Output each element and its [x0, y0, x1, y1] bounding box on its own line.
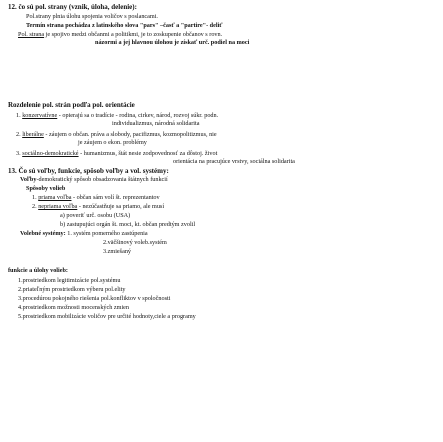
system-2: 2.väčšinový voleb.systém — [103, 239, 167, 246]
system-3: 3.zmiešaný — [103, 248, 132, 255]
function-item-4: 4.prostriedkom možnosti mocenských zmien — [18, 304, 130, 311]
volby-text: -demokratický spôsob obsadzovania štátnych funkcií — [36, 176, 168, 183]
item-1-text: - opierajú sa o tradície - rodina, cirkev, národ, rozvoj súkr. podn. — [57, 112, 219, 119]
functions-heading: funkcie a úlohy volieb: — [8, 267, 68, 274]
sposob-2a: a) poveriť urč. osobu (USA) — [60, 212, 131, 219]
system-1: 1. systém pomerného zastúpenia — [67, 230, 148, 237]
volby-term: Voľby — [20, 176, 37, 183]
sposoby-heading: Spôsoby volieb — [26, 185, 66, 192]
item-2-text: - záujem o občan. práva a slobody, pacifizmus, kozmopolitizmus, nie — [43, 131, 217, 138]
division-heading: Rozdelenie pol. strán podľa pol. orientácie — [8, 101, 135, 109]
item-1-term: konzervatívne — [22, 112, 58, 119]
division-item-2: 2. liberálne - záujem o občan. práva a slobody, pacifizmus, kozmopolitizmus, nie — [16, 131, 217, 138]
party-term: Pol. strana — [18, 31, 45, 38]
division-item-1-cont: individualizmus, národná solidarita — [112, 120, 200, 127]
function-item-5: 5.prostriedkom mobilizácie voličov pre určité hodnoty,ciele a programy — [18, 313, 196, 320]
item-3-text: - humanizmus, štát nesie zodpovednosť za dôstoj. život — [78, 150, 218, 157]
sposob-2: 2. nepriama voľba - nezúčastňuje sa priamo, ale musí — [32, 203, 165, 210]
section-12-line-2: Termín strana pochádza z latinského slova "pars" –časť a "partire"- deliť — [26, 22, 223, 29]
systems-heading: Volebné systémy: — [20, 230, 66, 237]
function-item-3: 3.procedúrou pokojného riešenia pol.konfliktov v spoločnosti — [18, 295, 171, 302]
division-item-3-cont: orientácia na pracujúce vrstvy, sociálna solidarita — [173, 158, 295, 165]
volby-definition — [20, 176, 168, 183]
volebne-systemy — [20, 230, 148, 237]
section-12-line-4: názormi a jej hlavnou úlohou je získať urč. podiel na moci — [95, 39, 250, 46]
sposob-1-text: - občan sám volí št. reprezentantov — [71, 194, 160, 201]
item-3-term: sociálno-demokratické — [22, 150, 79, 157]
sposob-2-term: nepriama voľba — [38, 203, 78, 210]
section-13-heading: 13. Čo sú voľby, funkcie, spôsob voľby a vol. systémy: — [8, 167, 169, 175]
sposob-1-term: priama voľba — [38, 194, 72, 201]
sposob-2b: b) zastupujúci orgán št. moci, kt. občan predtým zvolil — [60, 221, 196, 228]
section-12-line-1: Pol.strany plnia úlohu spojenia voličov s poslancami. — [26, 13, 158, 20]
division-item-1: 1. konzervatívne - opierajú sa o tradície - rodina, cirkev, národ, rozvoj súkr. podn. — [16, 112, 219, 119]
division-item-3: 3. sociálno-demokratické - humanizmus, štát nesie zodpovednosť za dôstoj. život — [16, 150, 218, 157]
sposob-2-text: - nezúčastňuje sa priamo, ale musí — [77, 203, 165, 210]
party-definition: je spojivo medzi občanmi a politikmi, je to zoskupenie občanov s rovn. — [44, 31, 223, 38]
division-item-2-cont: je záujem o ekon. problémy — [78, 139, 147, 146]
function-item-2: 2.priateľným prostriedkom výberu pol.elity — [18, 286, 126, 293]
function-item-1: 1.prostriedkom legitimizácie pol.systému — [18, 277, 121, 284]
item-2-term: liberálne — [22, 131, 44, 138]
section-12-line-3 — [18, 31, 222, 38]
sposob-1: 1. priama voľba - občan sám volí št. reprezentantov — [32, 194, 160, 201]
section-12-heading: 12. čo sú pol. strany (vznik, úloha, delenie): — [8, 3, 137, 11]
